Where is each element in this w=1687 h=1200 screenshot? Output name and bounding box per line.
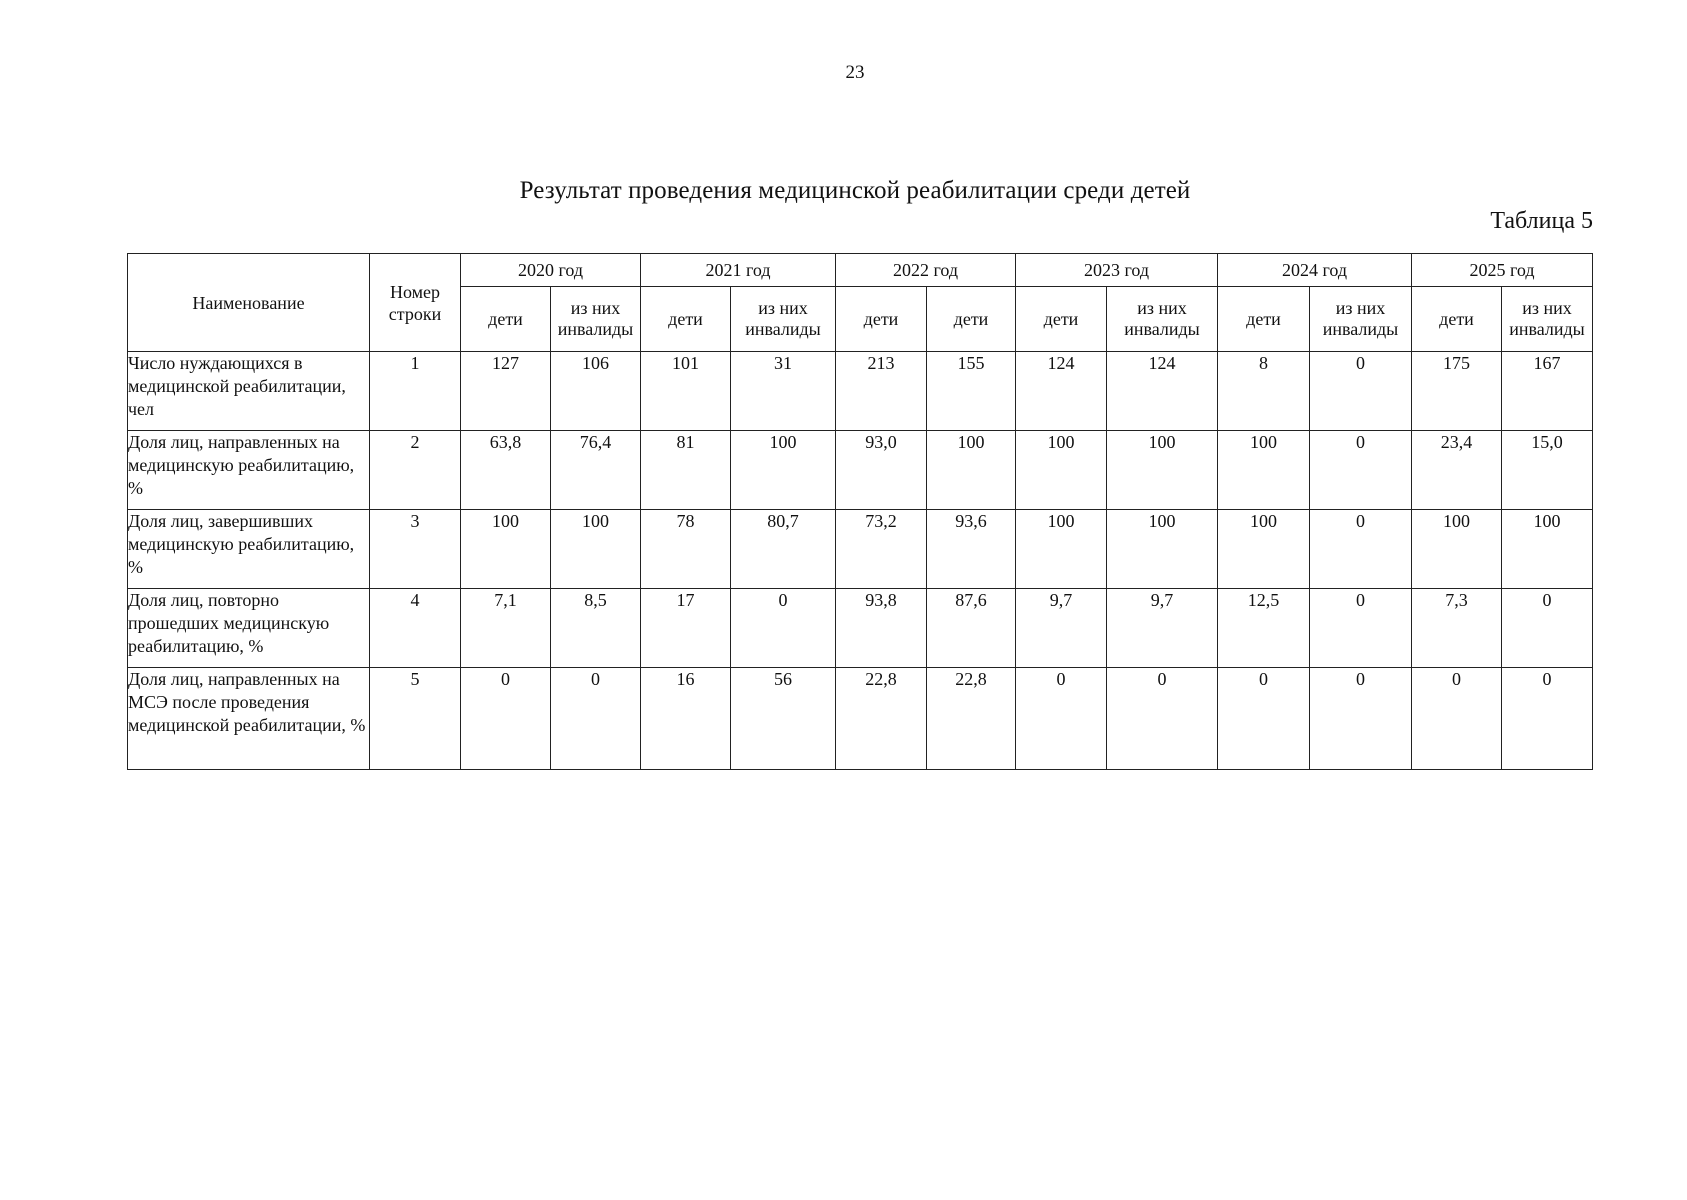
subheader-children: дети [1016, 287, 1107, 352]
subheader-disabled: из них инвалиды [1107, 287, 1218, 352]
year-header: 2021 год [641, 254, 836, 287]
table-label: Таблица 5 [1490, 208, 1593, 234]
row-number: 1 [370, 352, 461, 431]
table-row [128, 510, 1593, 589]
row-number: 2 [370, 431, 461, 510]
year-header: 2020 год [461, 254, 641, 287]
value-cell: 100 [1218, 510, 1310, 589]
value-cell: 93,8 [836, 589, 927, 668]
value-cell: 56 [731, 668, 836, 770]
value-cell: 0 [1502, 668, 1593, 770]
value-cell: 155 [927, 352, 1016, 431]
value-cell: 23,4 [1412, 431, 1502, 510]
rehabilitation-results-table [127, 253, 1593, 770]
value-cell: 100 [1107, 431, 1218, 510]
value-cell: 100 [461, 510, 551, 589]
value-cell: 7,1 [461, 589, 551, 668]
row-name: Число нуждающихся в медицинской реабилитации, чел [128, 352, 370, 431]
table-body [128, 352, 1593, 770]
subheader-children: дети [1218, 287, 1310, 352]
value-cell: 16 [641, 668, 731, 770]
value-cell: 0 [1310, 352, 1412, 431]
page-number: 23 [845, 62, 865, 83]
value-cell: 124 [1016, 352, 1107, 431]
value-cell: 93,0 [836, 431, 927, 510]
document-title: Результат проведения медицинской реабилитации среди детей [519, 177, 1191, 204]
value-cell: 0 [1310, 668, 1412, 770]
year-header: 2025 год [1412, 254, 1593, 287]
value-cell: 106 [551, 352, 641, 431]
row-name: Доля лиц, завершивших медицинскую реабилитацию, % [128, 510, 370, 589]
value-cell: 0 [1412, 668, 1502, 770]
value-cell: 100 [1502, 510, 1593, 589]
value-cell: 7,3 [1412, 589, 1502, 668]
value-cell: 0 [1016, 668, 1107, 770]
table-container [127, 253, 1593, 770]
value-cell: 87,6 [927, 589, 1016, 668]
value-cell: 0 [1107, 668, 1218, 770]
value-cell: 100 [731, 431, 836, 510]
value-cell: 81 [641, 431, 731, 510]
row-name: Доля лиц, направленных на МСЭ после проведения медицинской реабилитации, % [128, 668, 370, 770]
value-cell: 100 [551, 510, 641, 589]
value-cell: 80,7 [731, 510, 836, 589]
value-cell: 93,6 [927, 510, 1016, 589]
table-row [128, 589, 1593, 668]
value-cell: 78 [641, 510, 731, 589]
value-cell: 0 [1310, 589, 1412, 668]
value-cell: 63,8 [461, 431, 551, 510]
subheader-children: дети [641, 287, 731, 352]
value-cell: 31 [731, 352, 836, 431]
value-cell: 17 [641, 589, 731, 668]
value-cell: 8 [1218, 352, 1310, 431]
column-header-row-number: Номер строки [370, 254, 461, 352]
value-cell: 167 [1502, 352, 1593, 431]
table-row [128, 431, 1593, 510]
value-cell: 100 [1218, 431, 1310, 510]
value-cell: 213 [836, 352, 927, 431]
value-cell: 127 [461, 352, 551, 431]
subheader-disabled: из них инвалиды [551, 287, 641, 352]
value-cell: 100 [927, 431, 1016, 510]
value-cell: 100 [1412, 510, 1502, 589]
subheader-children: дети [927, 287, 1016, 352]
value-cell: 124 [1107, 352, 1218, 431]
value-cell: 0 [461, 668, 551, 770]
value-cell: 100 [1016, 431, 1107, 510]
subheader-disabled: из них инвалиды [731, 287, 836, 352]
value-cell: 0 [1310, 510, 1412, 589]
value-cell: 9,7 [1016, 589, 1107, 668]
table-header [128, 254, 1593, 352]
value-cell: 0 [551, 668, 641, 770]
row-number: 4 [370, 589, 461, 668]
header-row-years [128, 254, 1593, 287]
value-cell: 0 [1310, 431, 1412, 510]
table-row [128, 352, 1593, 431]
column-header-name: Наименование [128, 254, 370, 352]
value-cell: 9,7 [1107, 589, 1218, 668]
value-cell: 8,5 [551, 589, 641, 668]
value-cell: 101 [641, 352, 731, 431]
row-name: Доля лиц, направленных на медицинскую реабилитацию, % [128, 431, 370, 510]
row-number: 3 [370, 510, 461, 589]
value-cell: 76,4 [551, 431, 641, 510]
value-cell: 73,2 [836, 510, 927, 589]
subheader-children: дети [461, 287, 551, 352]
subheader-children: дети [1412, 287, 1502, 352]
value-cell: 0 [1218, 668, 1310, 770]
subheader-children: дети [836, 287, 927, 352]
row-name: Доля лиц, повторно прошедших медицинскую реабилитацию, % [128, 589, 370, 668]
value-cell: 100 [1016, 510, 1107, 589]
table-row [128, 668, 1593, 770]
value-cell: 0 [1502, 589, 1593, 668]
value-cell: 100 [1107, 510, 1218, 589]
value-cell: 12,5 [1218, 589, 1310, 668]
year-header: 2024 год [1218, 254, 1412, 287]
year-header: 2022 год [836, 254, 1016, 287]
subheader-disabled: из них инвалиды [1310, 287, 1412, 352]
year-header: 2023 год [1016, 254, 1218, 287]
row-number: 5 [370, 668, 461, 770]
subheader-disabled: из них инвалиды [1502, 287, 1593, 352]
value-cell: 0 [731, 589, 836, 668]
value-cell: 22,8 [927, 668, 1016, 770]
value-cell: 15,0 [1502, 431, 1593, 510]
value-cell: 22,8 [836, 668, 927, 770]
value-cell: 175 [1412, 352, 1502, 431]
